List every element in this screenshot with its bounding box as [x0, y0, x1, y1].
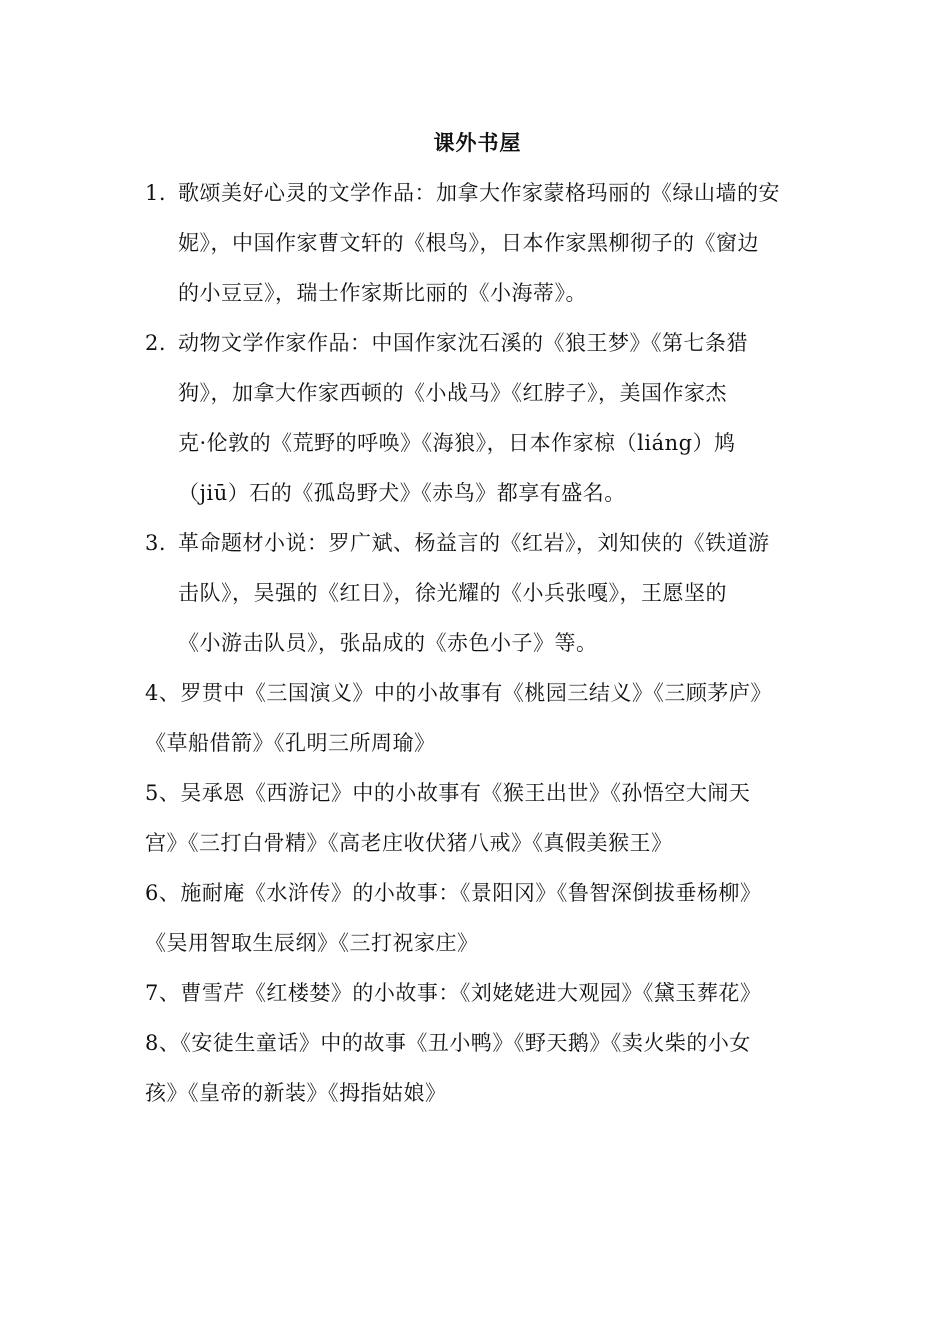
list-item-line: 5、吴承恩《西游记》中的小故事有《猴王出世》《孙悟空大闹天: [145, 781, 751, 805]
list-item-line: 8、《安徒生童话》中的故事《丑小鸭》《野天鹅》《卖火柴的小女: [145, 1031, 751, 1055]
list-item: [145, 1018, 810, 1118]
list-item-text: 动物文学作家作品：中国作家沈石溪的《狼王梦》《第七条猎: [178, 331, 748, 355]
document-page: [145, 118, 810, 1118]
list-item: [145, 868, 810, 968]
page-title: 课外书屋: [433, 130, 522, 155]
list-item-line: 《草船借箭》《孔明三所周瑜》: [145, 731, 436, 755]
list-item-line: [145, 168, 810, 218]
list-item: [145, 668, 810, 768]
plain-list: [145, 668, 810, 1118]
list-item-line: 克·伦敦的《荒野的呼唤》《海狼》，日本作家椋（liáng）鸠: [178, 431, 736, 455]
list-item-line: 孩》《皇帝的新装》《拇指姑娘》: [145, 1081, 447, 1105]
list-item-line: 狗》，加拿大作家西顿的《小战马》《红脖子》，美国作家杰: [178, 381, 727, 405]
list-item-line: 《吴用智取生辰纲》《三打祝家庄》: [145, 931, 479, 955]
list-item-number: 2.: [145, 331, 167, 355]
list-item: [145, 768, 810, 868]
list-item-text: 革命题材小说：罗广斌、杨益言的《红岩》，刘知侠的《铁道游: [178, 531, 770, 555]
list-item-line: 的小豆豆》，瑞士作家斯比丽的《小海蒂》。: [178, 281, 587, 305]
list-item-line: 宫》《三打白骨精》《高老庄收伏猪八戒》《真假美猴王》: [145, 831, 673, 855]
list-item-text: 歌颂美好心灵的文学作品：加拿大作家蒙格玛丽的《绿山墙的安: [178, 181, 780, 205]
list-item-number: 3.: [145, 531, 167, 555]
list-item-line: 妮》，中国作家曹文轩的《根鸟》，日本作家黑柳彻子的《窗边: [178, 231, 759, 255]
list-item-line: 击队》，吴强的《红日》，徐光耀的《小兵张嘎》，王愿坚的: [178, 581, 727, 605]
list-item-line: 7、曹雪芹《红楼婪》的小故事：《刘姥姥进大观园》《黛玉葬花》: [145, 981, 762, 1005]
list-item-line: （jiū）石的《孤岛野犬》《赤鸟》都享有盛名。: [178, 481, 626, 505]
list-item: [145, 168, 810, 318]
list-item-number: 1.: [145, 181, 167, 205]
list-item: [145, 518, 810, 668]
numbered-list: [145, 168, 810, 668]
list-item-line: [145, 318, 810, 368]
list-item-line: 《小游击队员》，张品成的《赤色小子》等。: [178, 631, 598, 655]
list-item: [145, 318, 810, 518]
list-item-line: 6、施耐庵《水浒传》的小故事：《景阳冈》《鲁智深倒拔垂杨柳》: [145, 881, 762, 905]
list-item: [145, 968, 810, 1018]
list-item-line: 4、罗贯中《三国演义》中的小故事有《桃园三结义》《三顾茅庐》: [145, 681, 772, 705]
list-item-line: [145, 518, 810, 568]
